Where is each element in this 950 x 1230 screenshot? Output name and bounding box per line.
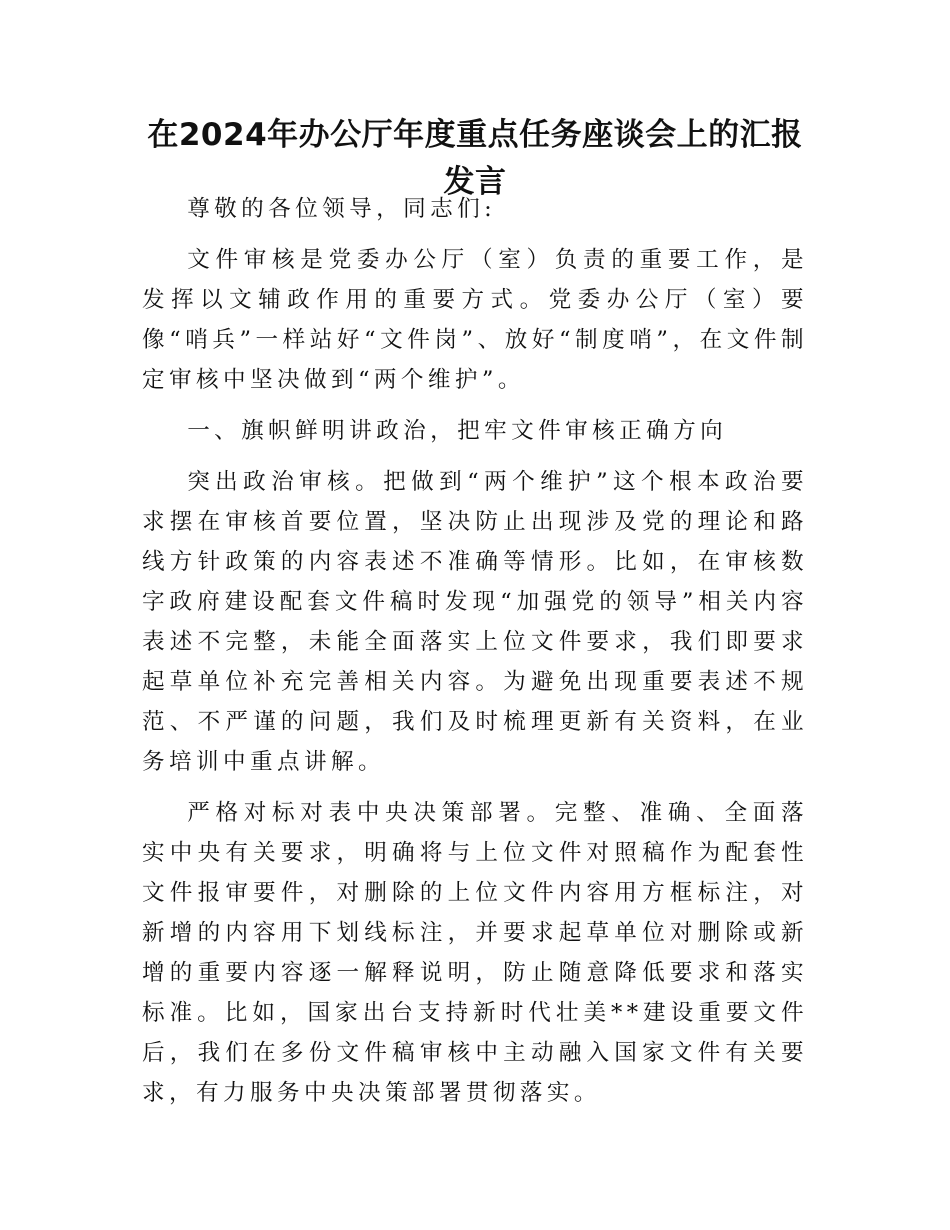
document-body [142,189,808,1124]
salutation-paragraph: 尊敬的各位领导，同志们: [187,196,497,222]
intro-paragraph: 文件审核是党委办公厅（室）负责的重要工作，是发挥以文辅政作用的重要方式。党委办公厅（室）要像“哨兵”一样站好“文件岗”、放好“制度哨”，在文件制定审核中坚决做到“两个维护”。 [142,247,808,393]
body-paragraph: 突出政治审核。把做到“两个维护”这个根本政治要求摆在审核首要位置，坚决防止出现涉及党的理论和路线方针政策的内容表述不准确等情形。比如，在审核数字政府建设配套文件稿时发现“加强党的领导”相关内容表述不完整，未能全面落实上位文件要求，我们即要求起草单位补充完善相关内容。为避免出现重要表述不规范、不严谨的问题，我们及时梳理更新有关资料，在业务培训中重点讲解。 [142,469,808,775]
section-heading: 一、旗帜鲜明讲政治，把牢文件审核正确方向 [187,418,728,444]
document-title: 在2024年办公厅年度重点任务座谈会上的汇报发言 [147,117,803,200]
body-paragraph: 严格对标对表中央决策部署。完整、准确、全面落实中央有关要求，明确将与上位文件对照稿作为配套性文件报审要件，对删除的上位文件内容用方框标注，对新增的内容用下划线标注，并要求起草单位对删除或新增的重要内容逐一解释说明，防止随意降低要求和落实标准。比如，国家出台支持新时代壮美**建设重要文件后，我们在多份文件稿审核中主动融入国家文件有关要求，有力服务中央决策部署贯彻落实。 [142,800,808,1106]
